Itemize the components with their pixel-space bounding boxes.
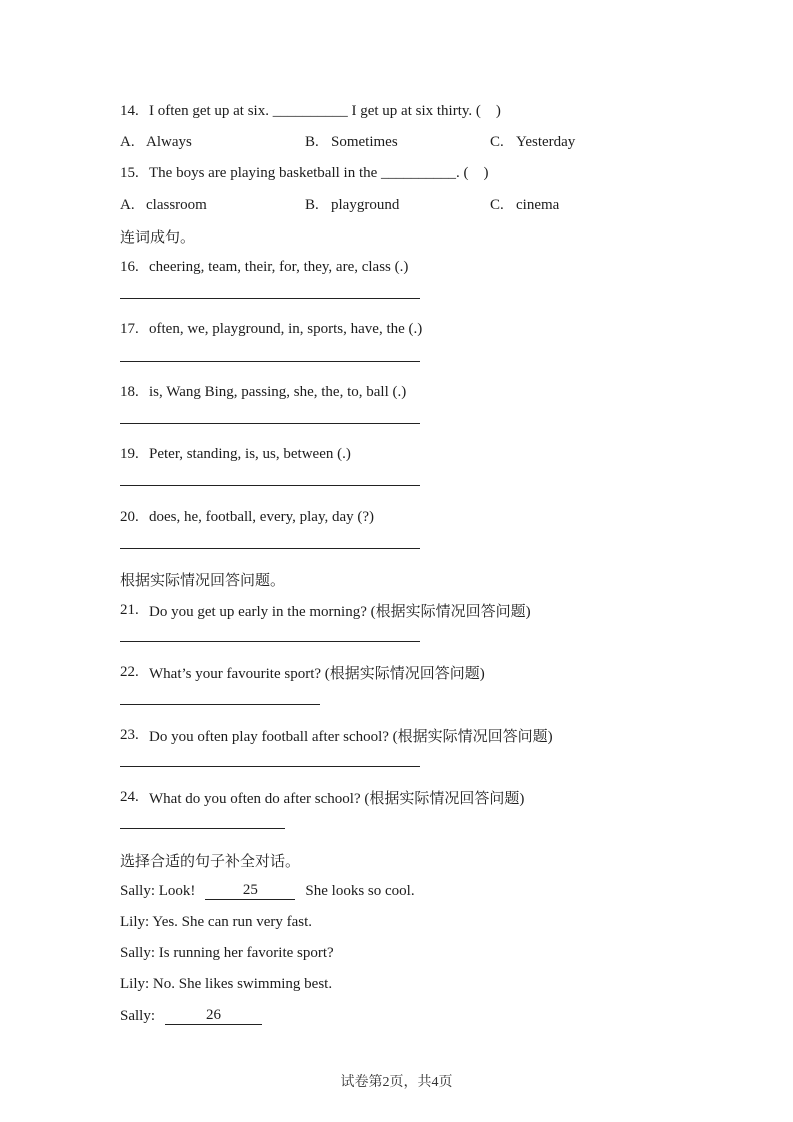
question-number: 24. [120,789,139,806]
question-number: 16. [120,259,139,276]
answer-line-20 [120,548,420,549]
question-text: What do you often do after school? (根据实际情况回答问题) [149,791,525,808]
question-15 [120,158,680,189]
question-text: What’s your favourite sport? (根据实际情况回答问题) [149,666,485,683]
option-text: Always [146,134,192,151]
page-content [120,96,680,1032]
answer-line-row-22 [120,689,680,720]
question-20 [120,501,680,532]
question-text: Do you get up early in the morning? (根据实际情况回答问题) [149,604,531,621]
question-text: does, he, football, every, play, day (?) [149,508,375,525]
section-heading-text: 选择合适的句子补全对话。 [120,853,301,870]
question-16 [120,252,680,283]
question-text: Peter, standing, is, us, between (.) [149,446,351,463]
dialogue-blank-25: 25 [205,882,295,900]
answer-line-19 [120,485,420,486]
option-15-c [490,197,559,214]
question-number: 22. [120,664,139,681]
question-number: 21. [120,602,139,619]
question-24 [120,782,680,813]
question-number: 19. [120,446,139,463]
answer-line-row-20 [120,533,680,564]
option-14-b [305,134,490,151]
question-text: Do you often play football after school? (根据实际情况回答问题) [149,728,553,745]
dialogue-text: Sally: [120,1007,156,1024]
question-18 [120,377,680,408]
question-number: 15. [120,165,139,182]
question-number: 18. [120,383,139,400]
option-14-a [120,134,305,151]
dialogue-text: Sally: Look! [120,882,196,899]
question-text: I often get up at six. __________ I get up at six thirty. ( ) [149,103,501,120]
option-label: A. [120,134,135,151]
option-label: A. [120,196,135,213]
dialogue-text: Sally: Is running her favorite sport? [120,945,334,962]
section-heading-free-response [120,564,680,595]
dialogue-line-1 [120,876,680,907]
answer-line-24 [120,828,285,829]
dialogue-line-2 [120,907,680,938]
question-text: cheering, team, their, for, they, are, class (.) [149,259,409,276]
section-heading-text: 根据实际情况回答问题。 [120,572,286,589]
option-label: B. [305,196,319,213]
option-15-a [120,197,305,214]
dialogue-line-3 [120,938,680,969]
option-text: cinema [516,196,560,213]
question-text: The boys are playing basketball in the __________. ( ) [149,165,489,182]
section-heading-text: 连词成句。 [120,229,196,246]
question-19 [120,439,680,470]
answer-line-row-16 [120,283,680,314]
answer-line-22 [120,704,320,705]
option-text: classroom [146,196,207,213]
answer-line-16 [120,298,420,299]
question-14-options [120,127,680,158]
answer-line-23 [120,766,420,767]
page-footer: 试卷第2页，共4页 [340,1075,453,1090]
answer-line-row-21 [120,626,680,657]
question-text: often, we, playground, in, sports, have, the (.) [149,321,423,338]
dialogue-text: She looks so cool. [305,882,415,899]
option-label: C. [490,134,504,151]
dialogue-line-5 [120,1000,680,1031]
option-text: playground [331,196,400,213]
answer-line-row-24 [120,813,680,844]
answer-line-17 [120,361,420,362]
question-22 [120,657,680,688]
option-label: B. [305,134,319,151]
question-14 [120,96,680,127]
question-21 [120,595,680,626]
question-15-options [120,190,680,221]
dialogue-blank-26: 26 [165,1007,262,1025]
option-label: C. [490,196,504,213]
section-heading-dialogue [120,845,680,876]
question-number: 23. [120,726,139,743]
answer-line-row-17 [120,346,680,377]
option-14-c [490,134,575,151]
answer-line-row-19 [120,470,680,501]
question-text: is, Wang Bing, passing, she, the, to, ball (.) [149,383,407,400]
option-text: Sometimes [331,134,398,151]
question-number: 14. [120,103,139,120]
answer-line-18 [120,423,420,424]
dialogue-text: Lily: No. She likes swimming best. [120,976,333,993]
option-15-b [305,197,490,214]
section-heading-rearrange [120,221,680,252]
answer-line-21 [120,641,420,642]
dialogue-text: Lily: Yes. She can run very fast. [120,913,313,930]
answer-line-row-18 [120,408,680,439]
question-number: 17. [120,321,139,338]
option-text: Yesterday [516,134,576,151]
answer-line-row-23 [120,751,680,782]
question-number: 20. [120,508,139,525]
question-17 [120,314,680,345]
question-23 [120,720,680,751]
dialogue-line-4 [120,969,680,1000]
